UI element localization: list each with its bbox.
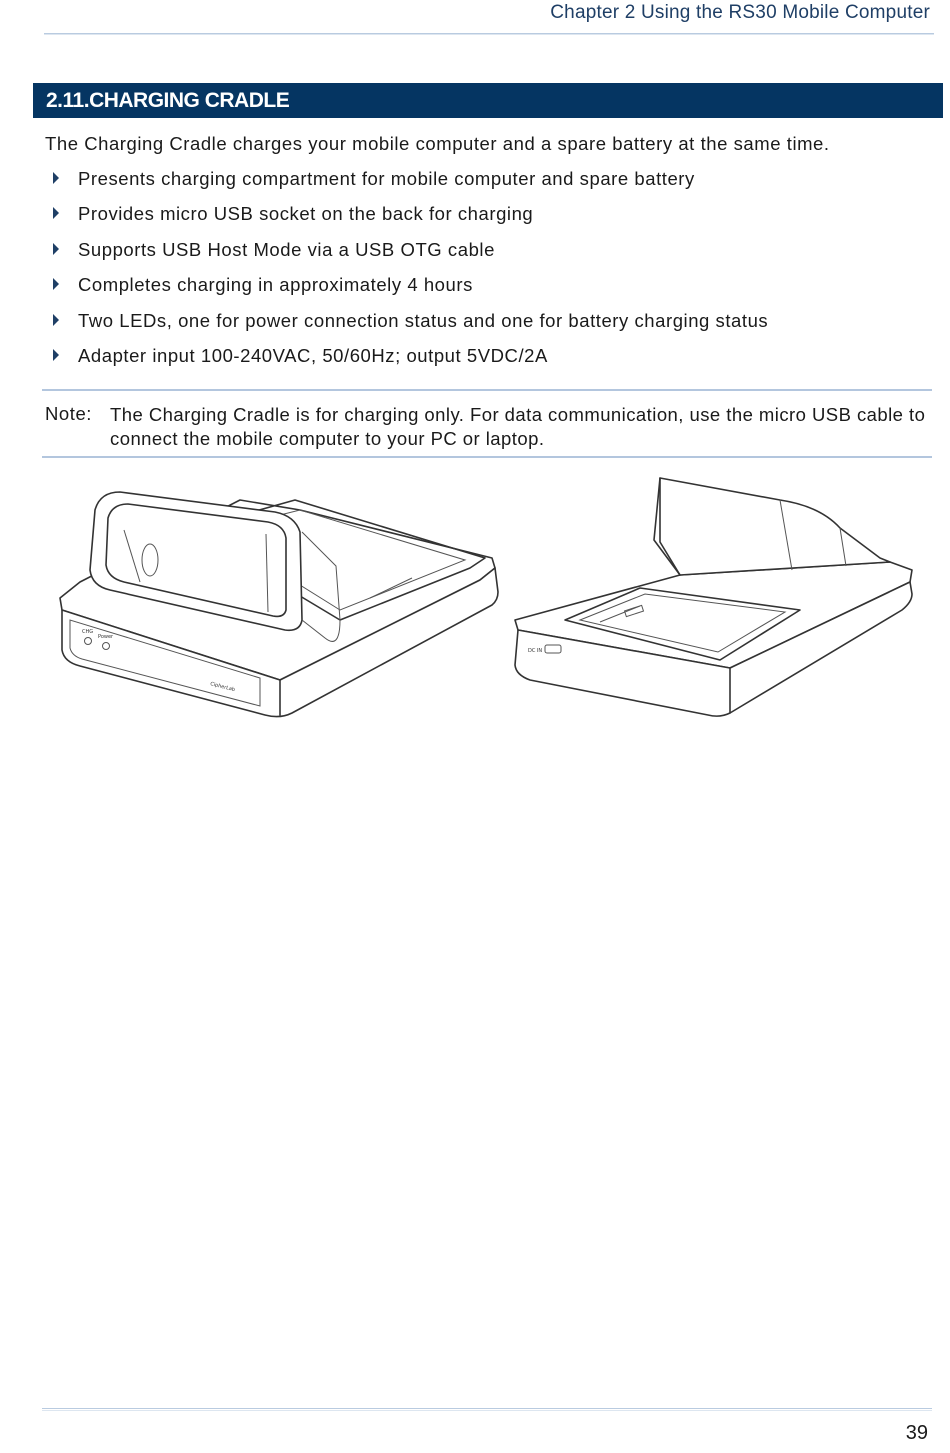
cradle-front-view — [60, 492, 498, 717]
list-item-text: Provides micro USB socket on the back for charging — [78, 203, 534, 225]
note-rule-top — [42, 389, 932, 391]
list-item-text: Completes charging in approximately 4 hours — [78, 274, 473, 296]
list-item-text: Two LEDs, one for power connection status and one for battery charging status — [78, 309, 769, 331]
section-number: 2.11. — [46, 89, 90, 112]
list-item-text: Supports USB Host Mode via a USB OTG cable — [78, 238, 495, 260]
header-rule — [44, 33, 934, 35]
section-title — [46, 89, 289, 113]
triangle-bullet-icon — [53, 207, 59, 219]
footer-rule — [42, 1408, 932, 1411]
note-label: Note: — [45, 403, 92, 424]
charging-cradle-illustration — [40, 470, 920, 730]
triangle-bullet-icon — [53, 278, 59, 290]
section-title-text: CHARGING CRADLE — [89, 89, 290, 112]
list-item-text: Adapter input 100-240VAC, 50/60Hz; output 5VDC/2A — [78, 344, 548, 366]
intro-paragraph: The Charging Cradle charges your mobile computer and a spare battery at the same time. — [45, 133, 830, 154]
svg-text:Power: Power — [98, 634, 114, 640]
page-number: 39 — [905, 1422, 928, 1444]
section-heading-bar — [33, 83, 943, 118]
running-header: Chapter 2 Using the RS30 Mobile Computer — [550, 2, 930, 23]
note-rule-bottom — [42, 456, 932, 458]
svg-text:DC IN: DC IN — [528, 648, 543, 654]
svg-text:CHG: CHG — [82, 629, 94, 635]
triangle-bullet-icon — [53, 349, 59, 361]
triangle-bullet-icon — [53, 172, 59, 184]
svg-text:CipherLab: CipherLab — [209, 681, 236, 694]
cradle-rear-view — [515, 478, 912, 716]
triangle-bullet-icon — [53, 314, 59, 326]
note-text: The Charging Cradle is for charging only. For data communication, use the micro USB cable to connect the mobile computer to your PC or laptop. — [110, 404, 926, 449]
triangle-bullet-icon — [53, 243, 59, 255]
list-item-text: Presents charging compartment for mobile computer and spare battery — [78, 168, 695, 189]
